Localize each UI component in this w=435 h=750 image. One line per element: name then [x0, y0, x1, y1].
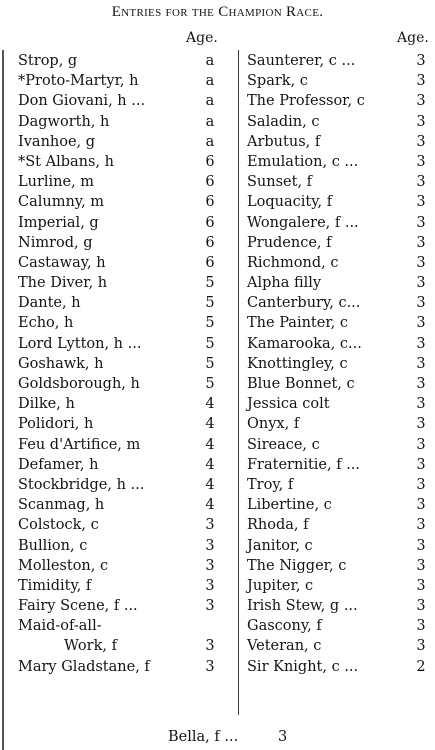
entry-name: Echo, h	[18, 315, 74, 332]
entry-name: Richmond, c	[247, 254, 339, 271]
entry-name: Defamer, h	[18, 456, 99, 473]
entry-name: Lord Lytton, h ...	[18, 335, 142, 352]
entry-row	[18, 657, 236, 677]
entry-age: 3	[416, 295, 426, 312]
entry-row	[247, 334, 433, 354]
entry-age: 3	[416, 315, 426, 332]
entry-row	[18, 455, 236, 475]
entry-name: Troy, f	[247, 476, 294, 493]
entry-row	[18, 152, 236, 172]
entry-age: 3	[416, 436, 426, 453]
entry-age: 5	[205, 355, 215, 372]
entry-age: 6	[205, 194, 215, 211]
entry-age: 3	[416, 335, 426, 352]
entry-row	[247, 596, 433, 616]
entry-row	[247, 172, 433, 192]
entry-row	[18, 112, 236, 132]
entry-name: Nimrod, g	[18, 234, 93, 251]
entry-age: 3	[205, 537, 215, 554]
entry-age: 3	[416, 497, 426, 514]
entry-age: 3	[416, 93, 426, 110]
entry-name: Kamarooka, c...	[247, 335, 362, 352]
entry-name: Knottingley, c	[247, 355, 348, 372]
left-entries-column	[18, 51, 236, 677]
entry-name: Fraternitie, f ...	[247, 456, 361, 473]
entry-age: 2	[416, 658, 426, 675]
entry-row	[247, 455, 433, 475]
entry-row	[247, 576, 433, 596]
entry-age: a	[205, 73, 215, 90]
entry-name: Gascony, f	[247, 618, 322, 635]
entry-age: 3	[416, 557, 426, 574]
footer-entry-name: Bella, f ...	[168, 729, 239, 745]
entry-age: a	[205, 133, 215, 150]
entry-age: 3	[416, 194, 426, 211]
entry-age: 3	[205, 577, 215, 594]
entry-age: 3	[416, 234, 426, 251]
entry-row	[247, 233, 433, 253]
entry-name: Prudence, f	[247, 234, 332, 251]
entry-age: 6	[205, 153, 215, 170]
entry-name: Dilke, h	[18, 396, 75, 413]
entry-name: Don Giovani, h ...	[18, 93, 146, 110]
entry-name: Calumny, m	[18, 194, 105, 211]
entry-row	[247, 354, 433, 374]
entry-name: Sir Knight, c ...	[247, 658, 359, 675]
entry-name: Lurline, m	[18, 174, 95, 191]
entry-name: Spark, c	[247, 73, 308, 90]
entry-name: Sunset, f	[247, 174, 313, 191]
entry-age: 6	[205, 234, 215, 251]
entry-name: Colstock, c	[18, 517, 99, 534]
entry-name: Emulation, c ...	[247, 153, 359, 170]
entry-age: 6	[205, 174, 215, 191]
entry-name: Loquacity, f	[247, 194, 333, 211]
entry-age: 6	[205, 214, 215, 231]
entry-row	[247, 435, 433, 455]
entry-row	[18, 233, 236, 253]
entry-name: Timidity, f	[18, 577, 92, 594]
entry-row	[18, 435, 236, 455]
entry-name: Fairy Scene, f ...	[18, 598, 138, 615]
entry-age: 3	[205, 557, 215, 574]
entry-age: 3	[205, 517, 215, 534]
entry-age: 4	[205, 436, 215, 453]
entry-age: 3	[416, 598, 426, 615]
entry-row	[18, 495, 236, 515]
entry-age: 3	[416, 638, 426, 655]
entry-age: 4	[205, 456, 215, 473]
entry-row	[247, 475, 433, 495]
entry-age: 5	[205, 315, 215, 332]
entry-name: Mary Gladstane, f	[18, 658, 150, 675]
entry-name: Jupiter, c	[247, 577, 314, 594]
entry-name: Castaway, h	[18, 254, 106, 271]
entry-age: 4	[205, 476, 215, 493]
entry-age: a	[205, 53, 215, 69]
entry-row	[18, 636, 236, 656]
entry-age: 3	[416, 577, 426, 594]
entry-row	[247, 556, 433, 576]
entry-row	[18, 71, 236, 91]
entry-row	[247, 132, 433, 152]
entry-name: Onyx, f	[247, 416, 300, 433]
entry-row	[18, 354, 236, 374]
column-divider	[238, 50, 239, 715]
entry-age: 5	[205, 376, 215, 392]
entry-row	[18, 313, 236, 333]
entry-name: The Nigger, c	[247, 557, 347, 574]
entry-name: Goshawk, h	[18, 355, 104, 372]
entry-row	[18, 374, 236, 394]
entry-age: 3	[416, 355, 426, 372]
entry-name: Saunterer, c ...	[247, 53, 356, 69]
entry-name: Maid-of-all-	[18, 618, 102, 635]
entry-age: 3	[416, 376, 426, 392]
entry-row	[18, 172, 236, 192]
entry-age: 4	[205, 416, 215, 433]
entry-name: Saladin, c	[247, 113, 320, 130]
entry-row	[247, 253, 433, 273]
entry-row	[18, 293, 236, 313]
entry-row	[18, 213, 236, 233]
entry-age: 4	[205, 396, 215, 413]
entry-name: Veteran, c	[247, 638, 322, 655]
entry-age: a	[205, 113, 215, 130]
entry-age: 3	[416, 476, 426, 493]
entry-age: 3	[416, 174, 426, 191]
entry-row	[18, 536, 236, 556]
entry-row	[18, 192, 236, 212]
entry-age: 3	[416, 73, 426, 90]
entry-row	[247, 636, 433, 656]
entry-name: Stockbridge, h ...	[18, 476, 145, 493]
entry-name: Blue Bonnet, c	[247, 376, 355, 392]
entry-row	[247, 536, 433, 556]
entry-age: 3	[416, 517, 426, 534]
entry-name: *Proto-Martyr, h	[18, 73, 139, 90]
entry-row	[247, 515, 433, 535]
entry-age: 3	[416, 456, 426, 473]
entry-name: Polidori, h	[18, 416, 94, 433]
entry-age: 3	[416, 275, 426, 292]
entry-age: 3	[205, 658, 215, 675]
entry-row	[247, 112, 433, 132]
entry-age: 6	[205, 254, 215, 271]
entry-age: 3	[416, 537, 426, 554]
entry-row	[247, 616, 433, 636]
entry-name: Strop, g	[18, 53, 78, 69]
entry-row	[247, 293, 433, 313]
entry-name: Scanmag, h	[18, 497, 105, 514]
entry-row	[247, 213, 433, 233]
entry-name: Alpha filly	[247, 275, 322, 292]
entry-name: Sireace, c	[247, 436, 320, 453]
entry-row	[18, 394, 236, 414]
entry-age: 3	[416, 113, 426, 130]
entry-row	[247, 91, 433, 111]
entry-age: 3	[416, 53, 426, 69]
entry-row	[18, 414, 236, 434]
entry-row	[247, 273, 433, 293]
entry-row	[247, 374, 433, 394]
entry-name: Dagworth, h	[18, 113, 110, 130]
entry-age: 5	[205, 275, 215, 292]
entry-name: *St Albans, h	[18, 153, 114, 170]
entry-age: 3	[205, 598, 215, 615]
right-entries-column	[247, 51, 433, 677]
entry-age: 3	[416, 254, 426, 271]
entry-age: 3	[416, 396, 426, 413]
entry-name: Work, f	[64, 638, 117, 655]
entry-name: Ivanhoe, g	[18, 133, 96, 150]
entry-age: 3	[416, 214, 426, 231]
entry-row	[247, 313, 433, 333]
entry-name: Bullion, c	[18, 537, 88, 554]
entry-age: 5	[205, 335, 215, 352]
entry-age: 4	[205, 497, 215, 514]
entry-name: Goldsborough, h	[18, 376, 140, 392]
entry-row	[247, 71, 433, 91]
entry-name: The Diver, h	[18, 275, 108, 292]
entry-row	[247, 152, 433, 172]
footer-entry	[168, 729, 288, 745]
entry-name: Rhoda, f	[247, 517, 309, 534]
left-border-rule	[2, 50, 4, 750]
entry-name: Imperial, g	[18, 214, 99, 231]
entry-row	[18, 253, 236, 273]
entry-name: Molleston, c	[18, 557, 109, 574]
entry-name: Irish Stew, g ...	[247, 598, 358, 615]
entry-row	[18, 515, 236, 535]
entry-row	[18, 556, 236, 576]
entry-row	[247, 414, 433, 434]
entry-row	[18, 475, 236, 495]
entry-age: 3	[416, 618, 426, 635]
entry-age: 3	[205, 638, 215, 655]
entry-name: Libertine, c	[247, 497, 332, 514]
entry-name: Feu d'Artifice, m	[18, 436, 141, 453]
entry-name: Dante, h	[18, 295, 81, 312]
entry-row	[18, 51, 236, 71]
entry-name: Janitor, c	[247, 537, 313, 554]
age-header-right: Age.	[397, 30, 429, 46]
entry-age: 3	[416, 416, 426, 433]
entry-row	[18, 616, 236, 636]
entry-row	[18, 596, 236, 616]
entry-row	[247, 495, 433, 515]
page-title: Entries for the Champion Race.	[111, 4, 324, 20]
entry-row	[18, 91, 236, 111]
entry-row	[247, 192, 433, 212]
entry-row	[247, 51, 433, 71]
entry-row	[18, 132, 236, 152]
entry-row	[247, 657, 433, 677]
entry-name: Arbutus, f	[247, 133, 321, 150]
entry-row	[247, 394, 433, 414]
entry-age: 3	[416, 133, 426, 150]
entry-row	[18, 576, 236, 596]
entry-name: The Painter, c	[247, 315, 349, 332]
entry-row	[18, 273, 236, 293]
entry-row	[18, 334, 236, 354]
age-header-left: Age.	[186, 30, 218, 46]
entry-age: a	[205, 93, 215, 110]
entry-age: 3	[416, 153, 426, 170]
footer-entry-age: 3	[278, 729, 288, 745]
entry-name: Canterbury, c...	[247, 295, 361, 312]
entry-name: Jessica colt	[247, 396, 330, 413]
entry-age: 5	[205, 295, 215, 312]
entry-name: Wongalere, f ...	[247, 214, 359, 231]
entry-name: The Professor, c	[247, 93, 365, 110]
